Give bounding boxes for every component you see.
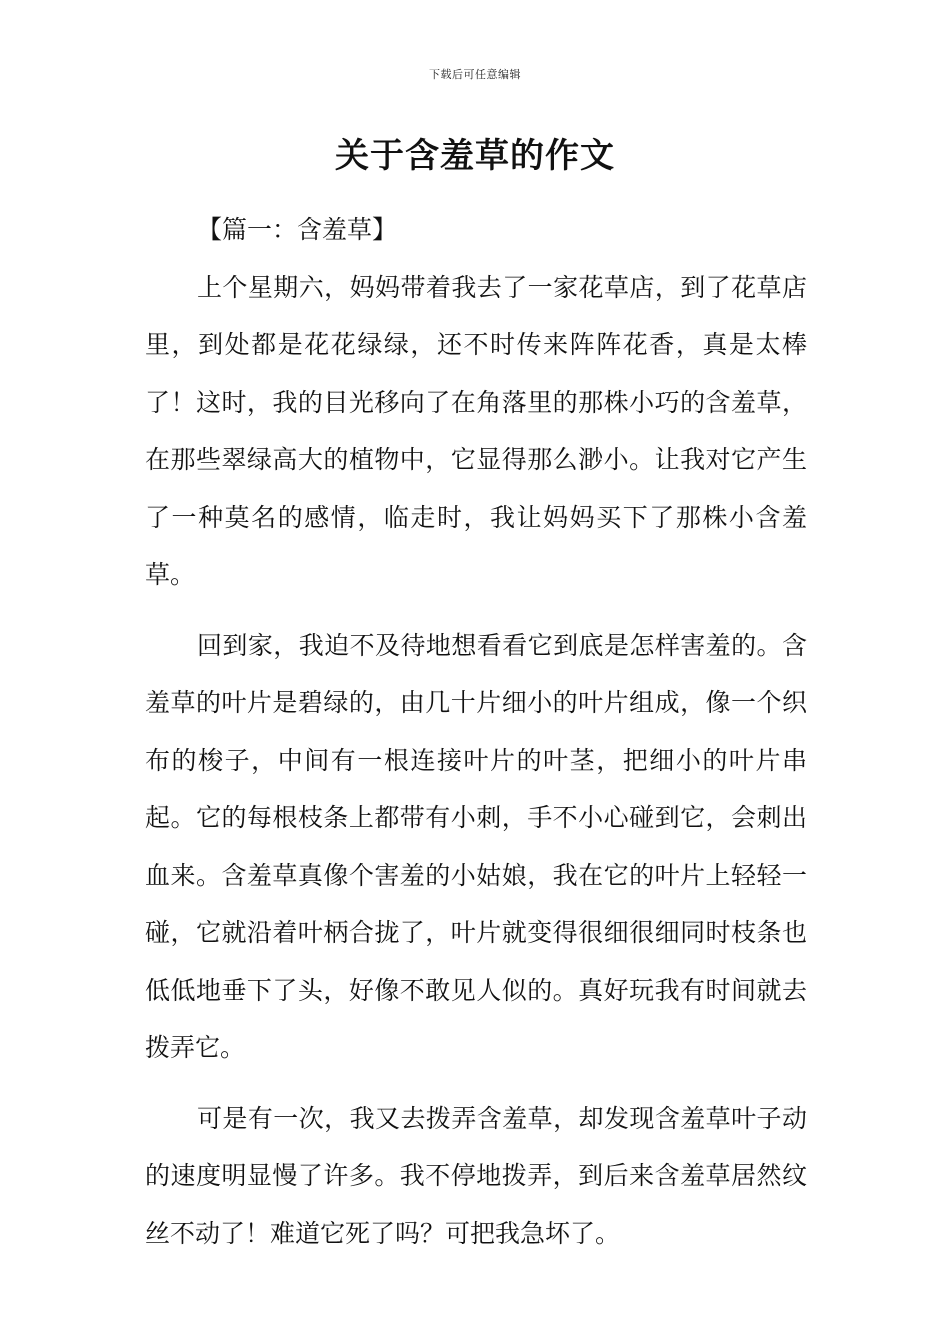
paragraph-1: 上个星期六，妈妈带着我去了一家花草店，到了花草店里，到处都是花花绿绿，还不时传来阵阵花香，真是太棒了！这时，我的目光移向了在角落里的那株小巧的含羞草，在那些翠绿高大的植物中，它显得那么渺小。让我对它产生了一种莫名的感情，临走时，我让妈妈买下了那株小含羞草。 bbox=[145, 272, 807, 589]
paragraph-2: 回到家，我迫不及待地想看看它到底是怎样害羞的。含羞草的叶片是碧绿的，由几十片细小的叶片组成，像一个织布的梭子，中间有一根连接叶片的叶茎，把细小的叶片串起。它的每根枝条上都带有小刺，手不小心碰到它，会刺出血来。含羞草真像个害羞的小姑娘，我在它的叶片上轻轻一碰，它就沿着叶柄合拢了，叶片就变得很细很细同时枝条也低低地垂下了头，好像不敢见人似的。真好玩我有时间就去拨弄它。 bbox=[145, 630, 807, 1062]
header-note: 下载后可任意编辑 bbox=[429, 68, 521, 81]
document-title: 关于含羞草的作文 bbox=[335, 136, 615, 176]
article-body bbox=[145, 201, 807, 1262]
paragraph-3: 可是有一次，我又去拨弄含羞草，却发现含羞草叶子动的速度明显慢了许多。我不停地拨弄，到后来含羞草居然纹丝不动了！难道它死了吗？可把我急坏了。 bbox=[145, 1103, 807, 1248]
section-heading: 【篇一：含羞草】 bbox=[197, 215, 398, 244]
